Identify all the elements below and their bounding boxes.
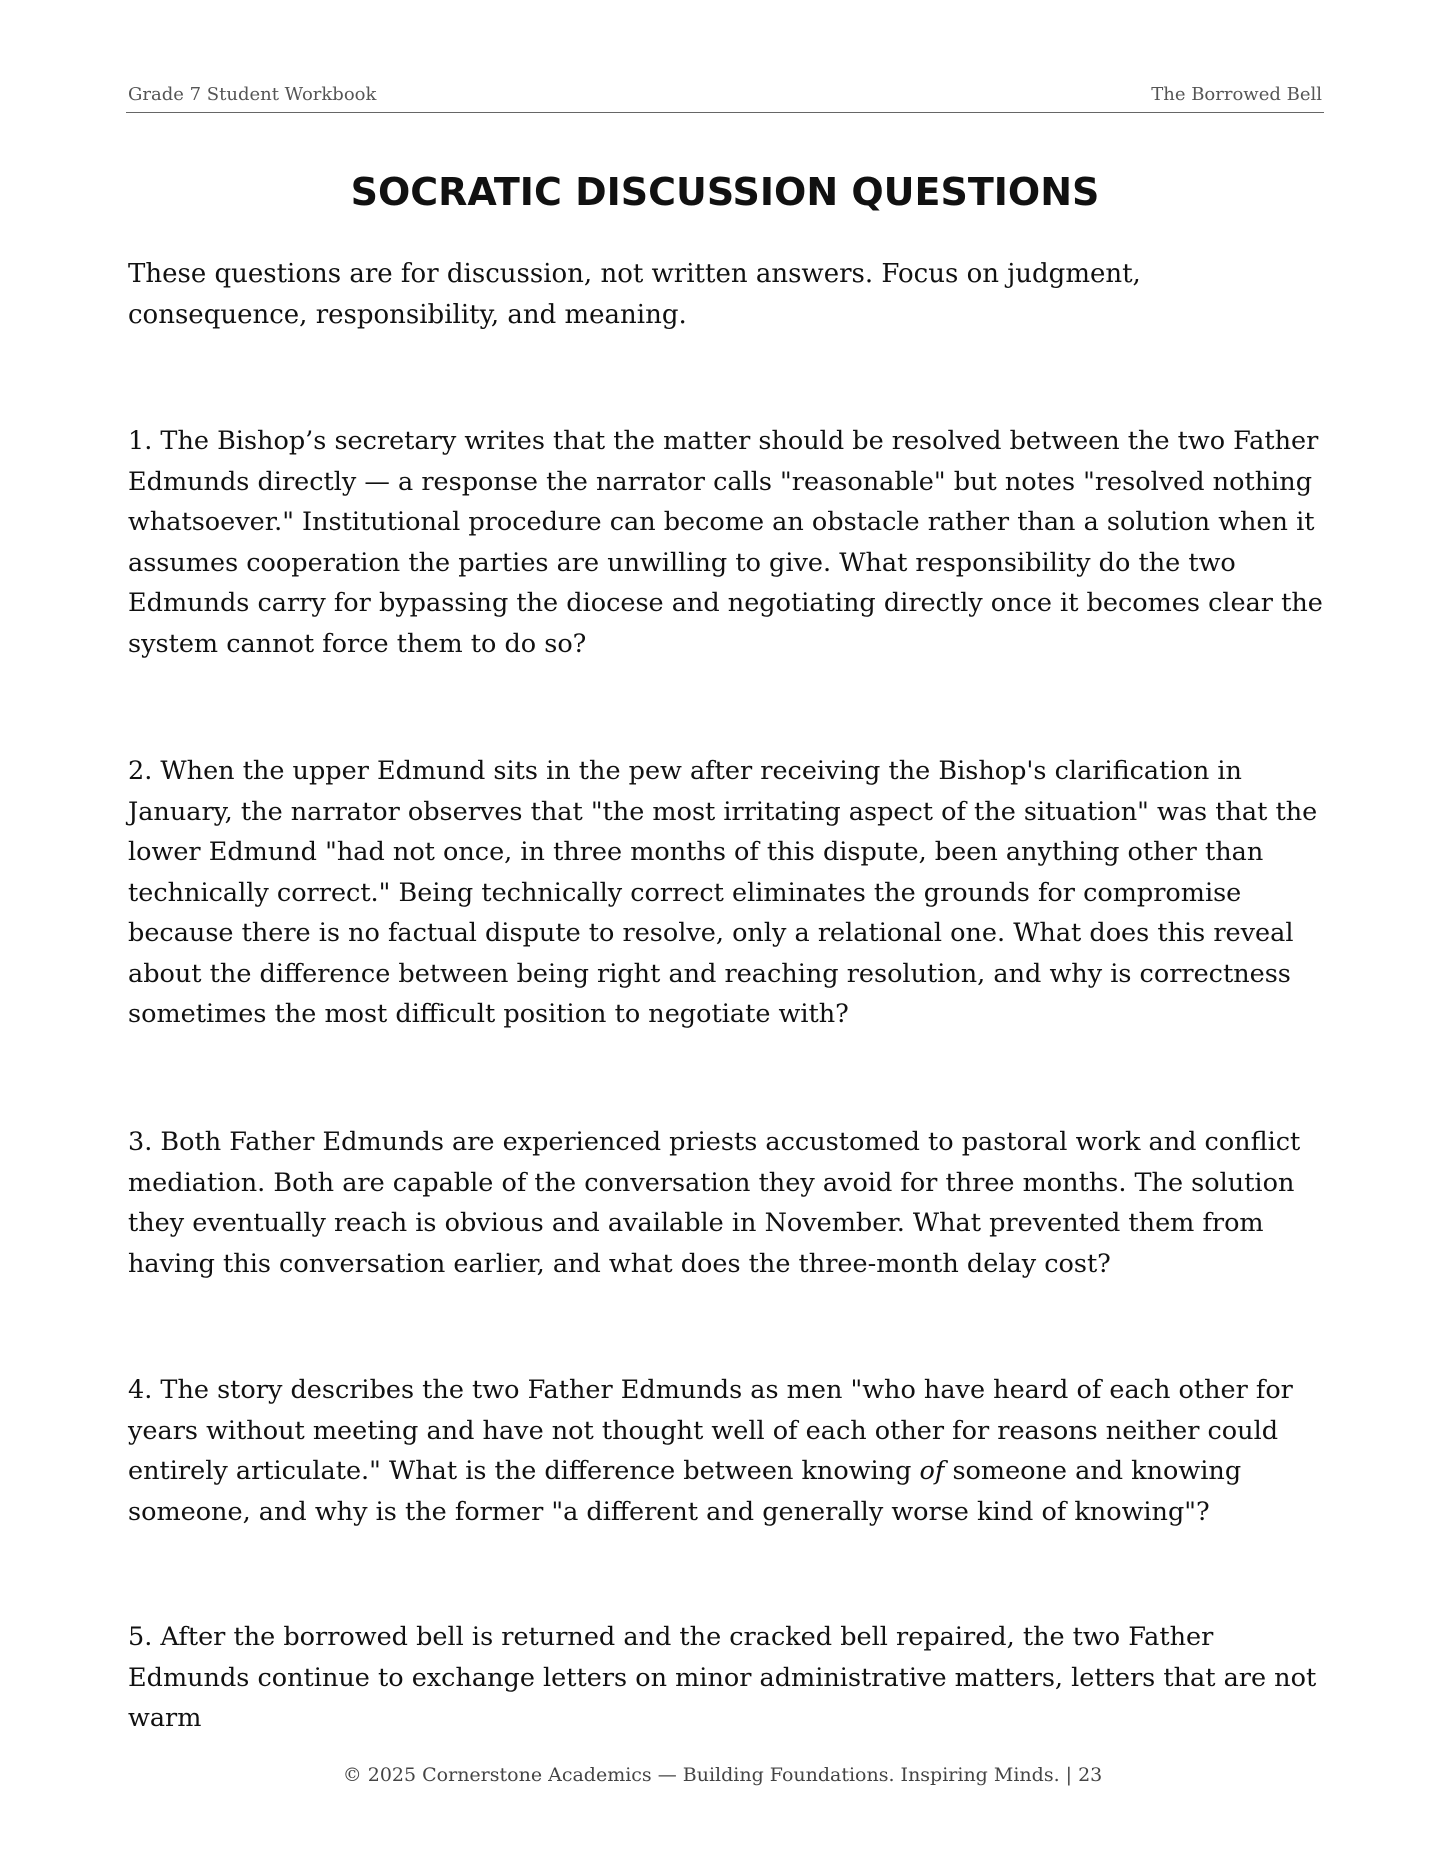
header-story-title: The Borrowed Bell [1151, 84, 1322, 105]
running-header [126, 84, 1324, 113]
question-2: 2. When the upper Edmund sits in the pew after receiving the Bishop's clarification in January, the narrator observes that "the most irritating aspect of the situation" was that the lower Edmund "had not once, in three months of this dispute, been anything other than technically correct." Being technically correct eliminates the grounds for compromise because there is no factual dispute to resolve, only a relational one. What does this reveal about the difference between being right and reaching resolution, and why is correctness sometimes the most difficult position to negotiate with? [128, 756, 1318, 1029]
question-5: 5. After the borrowed bell is returned and the cracked bell repaired, the two Father Edmunds continue to exchange letters on minor administrative matters, letters that are not warm [128, 1622, 1317, 1733]
question-4-text-start: 4. The story describes the two Father Edmunds as men "who have heard of each other for years without meeting and have not thought well of each other for reasons neither could entirely articulate." What is the difference between knowing [128, 1375, 1293, 1486]
question-1: 1. The Bishop’s secretary writes that the matter should be resolved between the two Father Edmunds directly — a response the narrator calls "reasonable" but notes "resolved nothing whatsoever." Institutional procedure can become an obstacle rather than a solution when it assumes cooperation the parties are unwilling to give. What responsibility do the two Edmunds carry for bypassing the diocese and negotiating directly once it becomes clear the system cannot force them to do so? [128, 426, 1323, 659]
question-4 [128, 1370, 1323, 1532]
page-footer: © 2025 Cornerstone Academics — Building Foundations. Inspiring Minds. | 23 [342, 1764, 1103, 1786]
question-3: 3. Both Father Edmunds are experienced priests accustomed to pastoral work and conflict mediation. Both are capable of the conversation they avoid for three months. The solution they eventually reach is obvious and available in November. What prevented them from having this conversation earlier, and what does the three-month delay cost? [128, 1127, 1301, 1279]
intro-paragraph: These questions are for discussion, not written answers. Focus on judgment, consequence, responsibility, and meaning. [128, 259, 1141, 330]
page-title: SOCRATIC DISCUSSION QUESTIONS [350, 170, 1100, 214]
question-4-text-end: someone and knowing someone, and why is the former "a different and generally worse kind of knowing"? [128, 1456, 1242, 1527]
header-workbook-title: Grade 7 Student Workbook [128, 84, 377, 105]
question-4-emphasis: of [919, 1456, 945, 1486]
